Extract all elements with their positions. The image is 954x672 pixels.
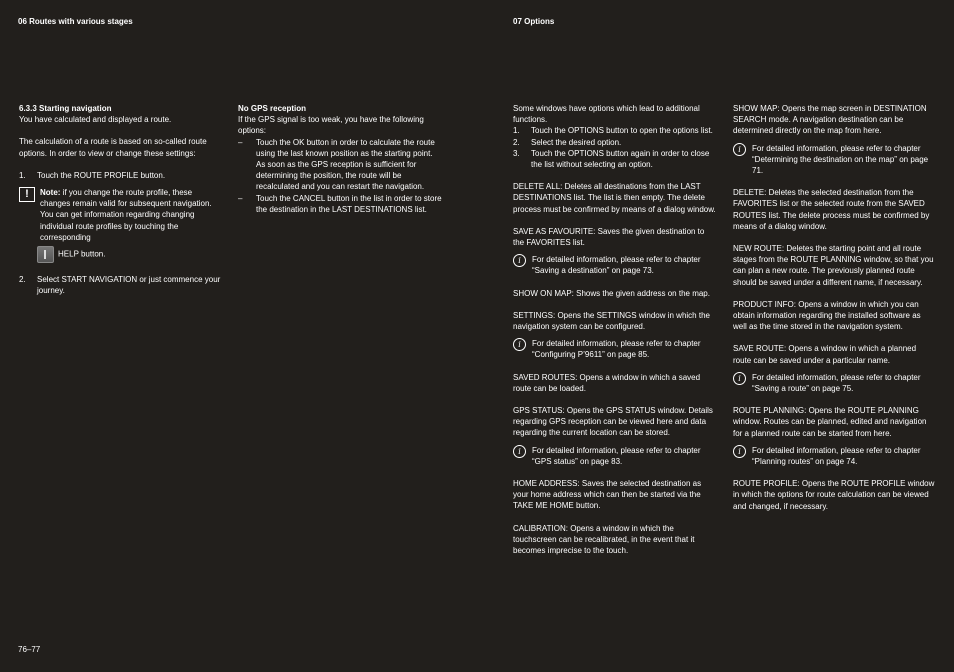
info-text: For detailed information, please refer to chapter “Saving a destination” on page 73.: [532, 255, 701, 276]
note-text: [40, 187, 222, 243]
column-no-gps: [238, 103, 442, 215]
info-icon: i: [733, 372, 746, 385]
option-delete: DELETE: Deletes the selected destination from the FAVORITES list or the selected route from the SAVED ROUTES list. The delete process must be confirmed by means of a dialog window.: [733, 188, 930, 231]
step-number: 1.: [513, 126, 520, 136]
option-route-planning: ROUTE PLANNING: Opens the ROUTE PLANNING window. Routes can be planned, edited and navigation for a planned route can be started from here.: [733, 406, 927, 438]
step-2: [19, 274, 222, 296]
step-number: 3.: [513, 148, 520, 158]
option-cancel: [238, 193, 442, 215]
dash-bullet: –: [238, 137, 243, 147]
step-text: Select START NAVIGATION or just commence your journey.: [37, 275, 221, 296]
options-step-3: [513, 148, 717, 170]
option-show-map: SHOW MAP: Opens the map screen in DESTINATION SEARCH mode. A navigation destination can be determined directly on the map from here.: [733, 104, 927, 136]
option-calibration: CALIBRATION: Opens a window in which the touchscreen can be recalibrated, in the event that it becomes imprecise to the touch.: [513, 523, 695, 556]
intro-text: Some windows have options which lead to additional functions.: [513, 104, 700, 125]
info-icon: i: [733, 445, 746, 458]
info-icon: i: [513, 254, 526, 267]
info-text: For detailed information, please refer to chapter “Planning routes” on page 74.: [752, 445, 921, 467]
header-right: 07 Options: [513, 17, 555, 26]
step-number: 2.: [19, 275, 26, 285]
info-text: For detailed information, please refer to chapter “GPS status” on page 83.: [532, 445, 701, 466]
info-text: For detailed information, please refer to chapter “Determining the destination on the map” on page 71.: [752, 143, 929, 176]
route-options-text: The calculation of a route is based on so-called route options. In order to view or change these settings:: [19, 137, 207, 158]
intro-text: If the GPS signal is too weak, you have the following options:: [238, 115, 424, 136]
info-note: [513, 254, 717, 276]
column-starting-navigation: [19, 103, 222, 296]
option-gps-status: GPS STATUS: Opens the GPS STATUS window. Details regarding GPS reception can be viewed here and data regarding the current location can be stored.: [513, 406, 713, 438]
info-note: [733, 445, 936, 467]
help-text: HELP button.: [58, 249, 106, 259]
step-text: Select the desired option.: [531, 137, 622, 147]
dash-bullet: –: [238, 193, 243, 203]
info-note: [733, 372, 936, 394]
option-ok: [238, 137, 442, 193]
warning-icon: !: [19, 187, 35, 202]
info-note: [733, 143, 936, 177]
note-label: Note:: [40, 188, 61, 198]
options-step-1: [513, 125, 717, 136]
option-save-as-favourite: SAVE AS FAVOURITE: Saves the given destination to the FAVORITES list.: [513, 226, 705, 248]
step-text: Touch the ROUTE PROFILE button.: [37, 170, 166, 180]
help-button-icon: [37, 246, 54, 263]
info-note: [513, 338, 717, 360]
step-text: Touch the OPTIONS button again in order to close the list without selecting an option.: [531, 148, 710, 170]
help-line: [37, 246, 222, 263]
step-1: [19, 170, 222, 181]
info-icon: i: [513, 338, 526, 351]
column-options-1: [513, 103, 717, 556]
column-options-2: [733, 103, 936, 512]
section-heading: No GPS reception: [238, 104, 307, 113]
intro-text: You have calculated and displayed a route.: [19, 115, 172, 125]
step-number: 2.: [513, 137, 520, 147]
note-body: if you change the route profile, these changes remain valid for subsequent navigation. You can get information regarding changing individual route profiles by touching the corresponding: [40, 188, 212, 242]
option-text: Touch the OK button in order to calculate the route using the last known position as the starting point. As soon as the GPS reception is sufficient for determining the position, the route will be recalculated and you can restart the navigation.: [256, 137, 435, 192]
option-saved-routes: SAVED ROUTES: Opens a window in which a saved route can be loaded.: [513, 372, 701, 393]
option-new-route: NEW ROUTE: Deletes the starting point and all route stages from the ROUTE PLANNING window, so that you can plan a new route. The previously planned route should be saved under a different name, if necessary.: [733, 244, 934, 287]
option-route-profile: ROUTE PROFILE: Opens the ROUTE PROFILE window in which the options for route calculation can be viewed and changed, if necessary.: [733, 479, 935, 511]
step-number: 1.: [19, 170, 26, 180]
step-text: Touch the OPTIONS button to open the options list.: [531, 126, 713, 136]
info-text: For detailed information, please refer to chapter “Saving a route” on page 75.: [752, 372, 921, 394]
section-heading: 6.3.3 Starting navigation: [19, 104, 112, 113]
option-delete-all: DELETE ALL: Deletes all destinations from the LAST DESTINATIONS list. The list is then empty. The delete process must be confirmed by means of a dialog window.: [513, 182, 716, 214]
header-left: 06 Routes with various stages: [18, 17, 133, 26]
option-text: Touch the CANCEL button in the list in order to store the destination in the LAST DESTINATIONS list.: [256, 193, 442, 214]
option-product-info: PRODUCT INFO: Opens a window in which you can obtain information regarding the installed software as well as the time stored in the navigation system.: [733, 299, 921, 332]
info-text: For detailed information, please refer to chapter “Configuring P’9611” on page 85.: [532, 339, 701, 360]
info-icon: i: [513, 445, 526, 458]
option-save-route: SAVE ROUTE: Opens a window in which a planned route can be saved under a particular name.: [733, 344, 917, 365]
option-show-on-map: SHOW ON MAP: Shows the given address on the map.: [513, 288, 710, 298]
option-settings: SETTINGS: Opens the SETTINGS window in which the navigation system can be configured.: [513, 310, 710, 332]
info-note: [513, 445, 717, 467]
page-number: 76–77: [18, 645, 41, 654]
warning-note: [19, 187, 222, 243]
options-step-2: [513, 137, 717, 148]
info-icon: i: [733, 143, 746, 156]
option-home-address: HOME ADDRESS: Saves the selected destination as your home address which can then be started via the TAKE ME HOME button.: [513, 479, 702, 511]
